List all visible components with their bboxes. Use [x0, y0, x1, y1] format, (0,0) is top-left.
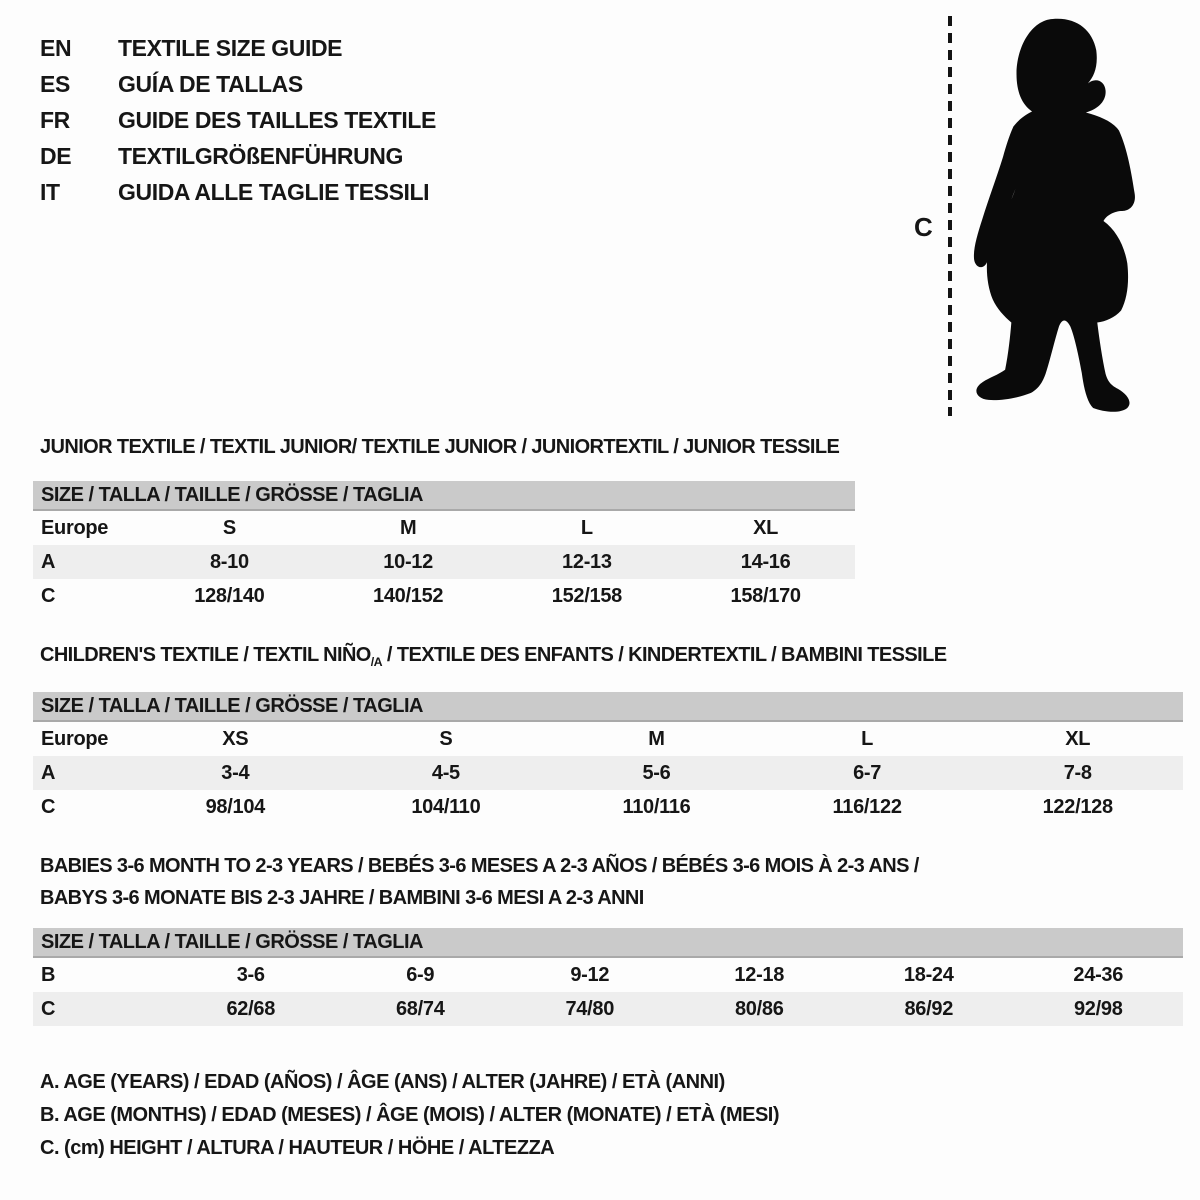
size-header-bar: SIZE / TALLA / TAILLE / GRÖSSE / TAGLIA: [33, 692, 1183, 722]
row-label: C: [41, 998, 56, 1020]
size-value-cell: 128/140: [194, 585, 265, 607]
measurement-legend: [40, 1066, 779, 1165]
children-title-suffix: / TEXTILE DES ENFANTS / KINDERTEXTIL / BAMBINI TESSILE: [381, 644, 947, 666]
size-value-cell: 18-24: [903, 964, 954, 986]
junior-title-text: JUNIOR TEXTILE / TEXTIL JUNIOR/ TEXTILE JUNIOR / JUNIORTEXTIL / JUNIOR TESSILE: [40, 436, 840, 458]
children-title-prefix: CHILDREN'S TEXTILE / TEXTIL NIÑO: [40, 644, 371, 666]
row-label: B: [41, 964, 56, 986]
size-table-row: [33, 545, 855, 579]
children-title-sub: /A: [370, 655, 382, 669]
guide-title: GUIDE DES TAILLES TEXTILE: [118, 107, 436, 133]
size-value-cell: XL: [1065, 728, 1091, 750]
size-value-cell: 3-4: [221, 762, 250, 784]
size-value-cell: 12-13: [562, 551, 612, 573]
junior-section-title: [40, 436, 839, 458]
junior-size-table: [33, 481, 855, 613]
size-value-cell: 9-12: [570, 964, 610, 986]
size-value-cell: L: [580, 517, 593, 539]
size-table-row: [33, 756, 1183, 790]
size-value-cell: S: [439, 728, 453, 750]
size-value-cell: 8-10: [209, 551, 249, 573]
row-label: Europe: [41, 728, 109, 750]
row-label: C: [41, 585, 56, 607]
size-value-cell: XL: [753, 517, 779, 539]
height-measure-figure: [900, 0, 1200, 430]
size-value-cell: M: [399, 517, 417, 539]
size-value-cell: 92/98: [1073, 998, 1123, 1020]
size-value-cell: 110/116: [622, 796, 691, 818]
lang-code: EN: [40, 35, 72, 61]
height-measure-label: C: [914, 212, 933, 242]
size-header-bar: SIZE / TALLA / TAILLE / GRÖSSE / TAGLIA: [33, 928, 1183, 958]
babies-title-line2: BABYS 3-6 MONATE BIS 2-3 JAHRE / BAMBINI 3-6 MESI A 2-3 ANNI: [40, 887, 644, 909]
guide-title: TEXTILE SIZE GUIDE: [118, 35, 343, 61]
size-value-cell: 7-8: [1063, 762, 1092, 784]
lang-code: DE: [40, 143, 72, 169]
size-value-cell: 24-36: [1073, 964, 1124, 986]
children-section-title: [40, 644, 946, 673]
size-value-cell: 98/104: [205, 796, 265, 818]
lang-code: FR: [40, 107, 70, 133]
size-header-bar: SIZE / TALLA / TAILLE / GRÖSSE / TAGLIA: [33, 481, 855, 511]
guide-title: TEXTILGRÖßENFÜHRUNG: [118, 143, 403, 169]
language-title-list: [40, 30, 436, 210]
guide-title: GUIDA ALLE TAGLIE TESSILI: [118, 179, 430, 205]
size-value-cell: 158/170: [730, 585, 801, 607]
size-value-cell: 80/86: [734, 998, 784, 1020]
size-table-row: [33, 790, 1183, 824]
guide-title: GUÍA DE TALLAS: [118, 71, 303, 97]
size-value-cell: 116/122: [832, 796, 902, 818]
size-value-cell: 10-12: [383, 551, 433, 573]
size-value-cell: 152/158: [551, 585, 622, 607]
size-value-cell: 4-5: [431, 762, 460, 784]
size-table-row: [33, 722, 1183, 756]
dashed-height-line: [948, 16, 952, 416]
row-label: Europe: [41, 517, 109, 539]
row-label: A: [41, 551, 56, 573]
legend-age-months: B. AGE (MONTHS) / EDAD (MESES) / ÂGE (MOIS) / ALTER (MONATE) / ETÀ (MESI): [40, 1104, 780, 1126]
size-table-row: [33, 511, 855, 545]
size-value-cell: 5-6: [642, 762, 671, 784]
size-value-cell: 62/68: [226, 998, 276, 1020]
size-table-row: [33, 958, 1183, 992]
size-value-cell: 6-7: [853, 762, 882, 784]
toddler-silhouette-icon: [972, 16, 1148, 418]
size-value-cell: S: [222, 517, 236, 539]
size-value-cell: 14-16: [740, 551, 791, 573]
legend-height-cm: C. (cm) HEIGHT / ALTURA / HAUTEUR / HÖHE / ALTEZZA: [40, 1137, 555, 1159]
legend-age-years: A. AGE (YEARS) / EDAD (AÑOS) / ÂGE (ANS) / ALTER (JAHRE) / ETÀ (ANNI): [40, 1071, 725, 1093]
babies-title-line1: BABIES 3-6 MONTH TO 2-3 YEARS / BEBÉS 3-6 MESES A 2-3 AÑOS / BÉBÉS 3-6 MOIS À 2-3 ANS /: [40, 855, 919, 877]
size-table-row: [33, 992, 1183, 1026]
size-value-cell: 140/152: [373, 585, 444, 607]
size-value-cell: L: [861, 728, 874, 750]
size-value-cell: 68/74: [395, 998, 445, 1020]
size-value-cell: XS: [222, 728, 249, 750]
size-value-cell: 122/128: [1042, 796, 1113, 818]
lang-code: ES: [40, 71, 70, 97]
size-value-cell: 12-18: [734, 964, 785, 986]
size-value-cell: 74/80: [565, 998, 615, 1020]
size-value-cell: 104/110: [411, 796, 481, 818]
size-value-cell: 86/92: [904, 998, 954, 1020]
size-value-cell: 3-6: [236, 964, 265, 986]
lang-code: IT: [40, 179, 60, 205]
size-value-cell: M: [648, 728, 665, 750]
row-label: A: [41, 762, 56, 784]
babies-section-title: [40, 850, 919, 914]
size-table-row: [33, 579, 855, 613]
size-value-cell: 6-9: [406, 964, 435, 986]
babies-size-table: [33, 928, 1183, 1026]
children-size-table: [33, 692, 1183, 824]
row-label: C: [41, 796, 56, 818]
